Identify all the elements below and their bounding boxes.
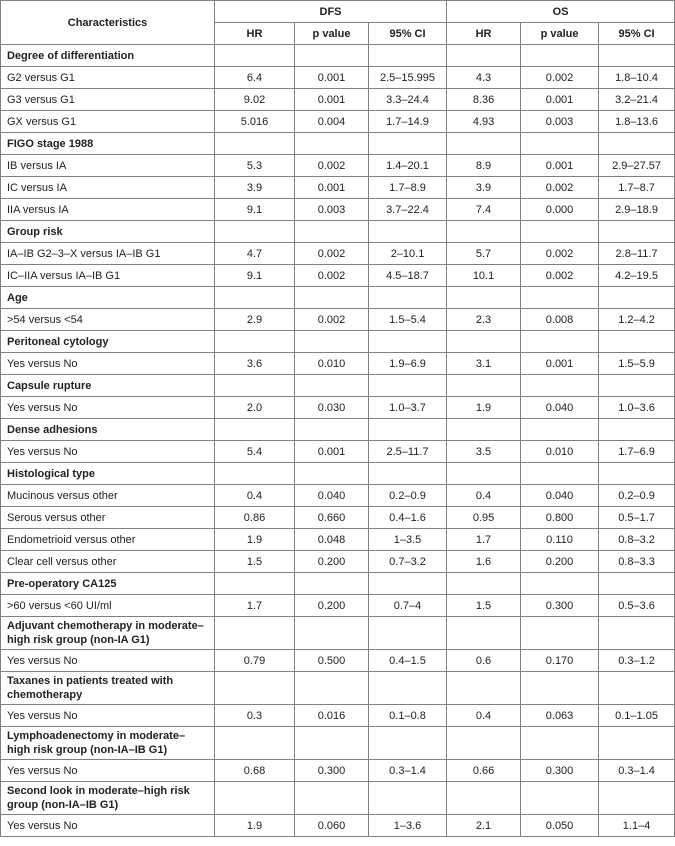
empty-cell	[521, 463, 599, 485]
section-row	[1, 573, 675, 595]
row-label: Endometrioid versus other	[1, 529, 215, 551]
table-row	[1, 397, 675, 419]
os-pvalue-header: p value	[521, 23, 599, 45]
table-row	[1, 309, 675, 331]
os-hr-cell: 0.4	[447, 705, 521, 727]
os-header: OS	[447, 1, 675, 23]
dfs-pvalue-cell: 0.002	[295, 265, 369, 287]
empty-cell	[521, 573, 599, 595]
empty-cell	[369, 375, 447, 397]
os-pvalue-cell: 0.050	[521, 815, 599, 837]
dfs-pvalue-cell: 0.200	[295, 595, 369, 617]
os-pvalue-cell: 0.300	[521, 760, 599, 782]
characteristics-header: Characteristics	[1, 1, 215, 45]
dfs-pvalue-cell: 0.010	[295, 353, 369, 375]
dfs-hr-cell: 0.4	[215, 485, 295, 507]
empty-cell	[521, 133, 599, 155]
empty-cell	[215, 221, 295, 243]
empty-cell	[447, 221, 521, 243]
os-hr-cell: 0.95	[447, 507, 521, 529]
table-row	[1, 815, 675, 837]
section-row	[1, 782, 675, 815]
os-hr-cell: 2.1	[447, 815, 521, 837]
os-hr-cell: 1.5	[447, 595, 521, 617]
section-row	[1, 133, 675, 155]
section-heading: Degree of differentiation	[1, 45, 215, 67]
empty-cell	[447, 727, 521, 760]
dfs-hr-cell: 6.4	[215, 67, 295, 89]
empty-cell	[447, 617, 521, 650]
empty-cell	[369, 617, 447, 650]
section-row	[1, 45, 675, 67]
section-row	[1, 617, 675, 650]
dfs-hr-cell: 2.9	[215, 309, 295, 331]
dfs-hr-cell: 0.86	[215, 507, 295, 529]
os-pvalue-cell: 0.002	[521, 177, 599, 199]
empty-cell	[295, 419, 369, 441]
empty-cell	[447, 287, 521, 309]
empty-cell	[215, 287, 295, 309]
empty-cell	[599, 45, 675, 67]
empty-cell	[295, 617, 369, 650]
empty-cell	[295, 221, 369, 243]
table-row	[1, 441, 675, 463]
os-hr-cell: 0.6	[447, 650, 521, 672]
row-label: G3 versus G1	[1, 89, 215, 111]
dfs-pvalue-cell: 0.040	[295, 485, 369, 507]
empty-cell	[521, 375, 599, 397]
row-label: Yes versus No	[1, 353, 215, 375]
empty-cell	[369, 672, 447, 705]
empty-cell	[599, 221, 675, 243]
os-pvalue-cell: 0.001	[521, 155, 599, 177]
section-heading: Lymphoadenectomy in moderate–high risk group (non-IA–IB G1)	[1, 727, 215, 760]
empty-cell	[599, 331, 675, 353]
empty-cell	[447, 45, 521, 67]
row-label: Yes versus No	[1, 650, 215, 672]
dfs-hr-cell: 0.68	[215, 760, 295, 782]
table-row	[1, 595, 675, 617]
table-row	[1, 155, 675, 177]
section-row	[1, 375, 675, 397]
empty-cell	[521, 221, 599, 243]
section-row	[1, 727, 675, 760]
section-heading: FIGO stage 1988	[1, 133, 215, 155]
os-pvalue-cell: 0.003	[521, 111, 599, 133]
empty-cell	[521, 617, 599, 650]
dfs-pvalue-cell: 0.001	[295, 177, 369, 199]
empty-cell	[215, 133, 295, 155]
table-row	[1, 111, 675, 133]
empty-cell	[447, 573, 521, 595]
dfs-ci-cell: 3.3–24.4	[369, 89, 447, 111]
empty-cell	[521, 672, 599, 705]
dfs-hr-cell: 9.1	[215, 265, 295, 287]
os-hr-cell: 4.93	[447, 111, 521, 133]
os-ci-cell: 0.5–3.6	[599, 595, 675, 617]
os-pvalue-cell: 0.001	[521, 353, 599, 375]
table-row	[1, 760, 675, 782]
empty-cell	[599, 617, 675, 650]
row-label: >54 versus <54	[1, 309, 215, 331]
table-row	[1, 485, 675, 507]
empty-cell	[295, 463, 369, 485]
dfs-hr-cell: 5.016	[215, 111, 295, 133]
section-row	[1, 672, 675, 705]
dfs-hr-cell: 2.0	[215, 397, 295, 419]
dfs-ci-cell: 1.5–5.4	[369, 309, 447, 331]
dfs-pvalue-cell: 0.001	[295, 441, 369, 463]
dfs-ci-cell: 2.5–15.995	[369, 67, 447, 89]
empty-cell	[295, 782, 369, 815]
empty-cell	[215, 782, 295, 815]
os-hr-cell: 3.9	[447, 177, 521, 199]
empty-cell	[521, 331, 599, 353]
empty-cell	[369, 331, 447, 353]
os-pvalue-cell: 0.300	[521, 595, 599, 617]
section-row	[1, 463, 675, 485]
os-hr-cell: 3.1	[447, 353, 521, 375]
row-label: IC–IIA versus IA–IB G1	[1, 265, 215, 287]
row-label: IIA versus IA	[1, 199, 215, 221]
dfs-pvalue-cell: 0.016	[295, 705, 369, 727]
row-label: IB versus IA	[1, 155, 215, 177]
os-ci-cell: 1.2–4.2	[599, 309, 675, 331]
dfs-ci-cell: 1.7–14.9	[369, 111, 447, 133]
section-row	[1, 221, 675, 243]
os-hr-cell: 0.4	[447, 485, 521, 507]
table-row	[1, 89, 675, 111]
empty-cell	[599, 782, 675, 815]
empty-cell	[295, 331, 369, 353]
dfs-pvalue-cell: 0.002	[295, 309, 369, 331]
dfs-hr-cell: 1.9	[215, 529, 295, 551]
dfs-hr-cell: 9.02	[215, 89, 295, 111]
empty-cell	[295, 727, 369, 760]
dfs-ci-cell: 0.4–1.6	[369, 507, 447, 529]
os-hr-cell: 7.4	[447, 199, 521, 221]
empty-cell	[295, 133, 369, 155]
os-hr-cell: 4.3	[447, 67, 521, 89]
dfs-hr-cell: 5.4	[215, 441, 295, 463]
empty-cell	[215, 45, 295, 67]
os-hr-cell: 0.66	[447, 760, 521, 782]
empty-cell	[521, 287, 599, 309]
row-label: Mucinous versus other	[1, 485, 215, 507]
os-ci-cell: 1.7–8.7	[599, 177, 675, 199]
empty-cell	[215, 331, 295, 353]
dfs-ci-cell: 2.5–11.7	[369, 441, 447, 463]
row-label: Serous versus other	[1, 507, 215, 529]
table-row	[1, 199, 675, 221]
dfs-pvalue-cell: 0.030	[295, 397, 369, 419]
os-hr-cell: 1.9	[447, 397, 521, 419]
dfs-ci-cell: 0.4–1.5	[369, 650, 447, 672]
empty-cell	[295, 672, 369, 705]
row-label: >60 versus <60 UI/ml	[1, 595, 215, 617]
empty-cell	[599, 133, 675, 155]
table-row	[1, 507, 675, 529]
dfs-hr-cell: 3.9	[215, 177, 295, 199]
os-hr-cell: 3.5	[447, 441, 521, 463]
dfs-pvalue-cell: 0.004	[295, 111, 369, 133]
section-heading: Age	[1, 287, 215, 309]
dfs-hr-cell: 1.9	[215, 815, 295, 837]
empty-cell	[215, 573, 295, 595]
dfs-hr-cell: 3.6	[215, 353, 295, 375]
dfs-hr-cell: 0.3	[215, 705, 295, 727]
empty-cell	[369, 133, 447, 155]
dfs-pvalue-cell: 0.048	[295, 529, 369, 551]
empty-cell	[521, 419, 599, 441]
os-ci-header: 95% CI	[599, 23, 675, 45]
os-ci-cell: 1.8–10.4	[599, 67, 675, 89]
empty-cell	[447, 672, 521, 705]
table-row	[1, 243, 675, 265]
empty-cell	[295, 375, 369, 397]
os-pvalue-cell: 0.040	[521, 485, 599, 507]
os-pvalue-cell: 0.001	[521, 89, 599, 111]
os-ci-cell: 0.2–0.9	[599, 485, 675, 507]
table-body	[1, 45, 675, 837]
os-ci-cell: 2.9–18.9	[599, 199, 675, 221]
dfs-pvalue-cell: 0.500	[295, 650, 369, 672]
empty-cell	[599, 287, 675, 309]
section-heading: Peritoneal cytology	[1, 331, 215, 353]
empty-cell	[295, 573, 369, 595]
os-ci-cell: 2.9–27.57	[599, 155, 675, 177]
os-ci-cell: 0.3–1.4	[599, 760, 675, 782]
section-row	[1, 287, 675, 309]
os-hr-cell: 5.7	[447, 243, 521, 265]
section-row	[1, 419, 675, 441]
os-pvalue-cell: 0.063	[521, 705, 599, 727]
os-ci-cell: 4.2–19.5	[599, 265, 675, 287]
empty-cell	[599, 573, 675, 595]
empty-cell	[369, 287, 447, 309]
empty-cell	[369, 463, 447, 485]
os-pvalue-cell: 0.800	[521, 507, 599, 529]
dfs-pvalue-cell: 0.060	[295, 815, 369, 837]
os-ci-cell: 1.0–3.6	[599, 397, 675, 419]
os-pvalue-cell: 0.002	[521, 67, 599, 89]
dfs-pvalue-cell: 0.002	[295, 243, 369, 265]
os-ci-cell: 1.1–4	[599, 815, 675, 837]
dfs-hr-cell: 1.5	[215, 551, 295, 573]
os-hr-cell: 2.3	[447, 309, 521, 331]
empty-cell	[599, 463, 675, 485]
os-pvalue-cell: 0.000	[521, 199, 599, 221]
empty-cell	[521, 727, 599, 760]
os-hr-cell: 1.6	[447, 551, 521, 573]
dfs-hr-cell: 1.7	[215, 595, 295, 617]
empty-cell	[369, 221, 447, 243]
empty-cell	[599, 672, 675, 705]
empty-cell	[447, 133, 521, 155]
empty-cell	[215, 727, 295, 760]
table-row	[1, 177, 675, 199]
os-pvalue-cell: 0.040	[521, 397, 599, 419]
row-label: Yes versus No	[1, 441, 215, 463]
table-row	[1, 529, 675, 551]
os-ci-cell: 1.5–5.9	[599, 353, 675, 375]
os-pvalue-cell: 0.002	[521, 265, 599, 287]
dfs-ci-cell: 1.7–8.9	[369, 177, 447, 199]
os-pvalue-cell: 0.200	[521, 551, 599, 573]
table-row	[1, 705, 675, 727]
dfs-ci-cell: 0.7–3.2	[369, 551, 447, 573]
section-heading: Taxanes in patients treated with chemotherapy	[1, 672, 215, 705]
table-row	[1, 353, 675, 375]
dfs-ci-cell: 1–3.6	[369, 815, 447, 837]
empty-cell	[599, 375, 675, 397]
empty-cell	[295, 287, 369, 309]
dfs-pvalue-cell: 0.001	[295, 67, 369, 89]
empty-cell	[599, 727, 675, 760]
section-heading: Dense adhesions	[1, 419, 215, 441]
dfs-pvalue-header: p value	[295, 23, 369, 45]
row-label: Yes versus No	[1, 760, 215, 782]
dfs-ci-cell: 1.0–3.7	[369, 397, 447, 419]
empty-cell	[447, 463, 521, 485]
section-heading: Adjuvant chemotherapy in moderate–high risk group (non-IA G1)	[1, 617, 215, 650]
dfs-ci-cell: 1–3.5	[369, 529, 447, 551]
empty-cell	[215, 617, 295, 650]
os-ci-cell: 1.8–13.6	[599, 111, 675, 133]
os-ci-cell: 2.8–11.7	[599, 243, 675, 265]
empty-cell	[447, 419, 521, 441]
os-hr-cell: 1.7	[447, 529, 521, 551]
dfs-ci-cell: 0.1–0.8	[369, 705, 447, 727]
empty-cell	[521, 45, 599, 67]
table-row	[1, 265, 675, 287]
os-hr-cell: 10.1	[447, 265, 521, 287]
section-heading: Pre-operatory CA125	[1, 573, 215, 595]
os-pvalue-cell: 0.010	[521, 441, 599, 463]
empty-cell	[369, 727, 447, 760]
dfs-hr-cell: 5.3	[215, 155, 295, 177]
os-hr-cell: 8.9	[447, 155, 521, 177]
table-row	[1, 67, 675, 89]
dfs-pvalue-cell: 0.003	[295, 199, 369, 221]
os-pvalue-cell: 0.170	[521, 650, 599, 672]
empty-cell	[295, 45, 369, 67]
dfs-hr-header: HR	[215, 23, 295, 45]
row-label: Clear cell versus other	[1, 551, 215, 573]
empty-cell	[215, 672, 295, 705]
dfs-pvalue-cell: 0.001	[295, 89, 369, 111]
empty-cell	[447, 375, 521, 397]
row-label: IA–IB G2–3–X versus IA–IB G1	[1, 243, 215, 265]
os-pvalue-cell: 0.002	[521, 243, 599, 265]
row-label: IC versus IA	[1, 177, 215, 199]
empty-cell	[599, 419, 675, 441]
os-hr-cell: 8.36	[447, 89, 521, 111]
os-pvalue-cell: 0.110	[521, 529, 599, 551]
dfs-ci-cell: 4.5–18.7	[369, 265, 447, 287]
row-label: G2 versus G1	[1, 67, 215, 89]
dfs-ci-header: 95% CI	[369, 23, 447, 45]
dfs-pvalue-cell: 0.300	[295, 760, 369, 782]
row-label: Yes versus No	[1, 397, 215, 419]
dfs-pvalue-cell: 0.660	[295, 507, 369, 529]
os-ci-cell: 1.7–6.9	[599, 441, 675, 463]
table-row	[1, 551, 675, 573]
empty-cell	[521, 782, 599, 815]
dfs-ci-cell: 0.7–4	[369, 595, 447, 617]
section-heading: Second look in moderate–high risk group (non-IA–IB G1)	[1, 782, 215, 815]
empty-cell	[369, 573, 447, 595]
empty-cell	[369, 782, 447, 815]
section-row	[1, 331, 675, 353]
table-header	[1, 1, 675, 45]
os-ci-cell: 0.8–3.2	[599, 529, 675, 551]
dfs-pvalue-cell: 0.002	[295, 155, 369, 177]
dfs-ci-cell: 0.2–0.9	[369, 485, 447, 507]
empty-cell	[369, 419, 447, 441]
os-ci-cell: 3.2–21.4	[599, 89, 675, 111]
section-heading: Histological type	[1, 463, 215, 485]
os-ci-cell: 0.1–1.05	[599, 705, 675, 727]
dfs-ci-cell: 1.4–20.1	[369, 155, 447, 177]
dfs-ci-cell: 3.7–22.4	[369, 199, 447, 221]
empty-cell	[447, 782, 521, 815]
os-ci-cell: 0.5–1.7	[599, 507, 675, 529]
empty-cell	[215, 375, 295, 397]
dfs-ci-cell: 1.9–6.9	[369, 353, 447, 375]
empty-cell	[215, 419, 295, 441]
dfs-hr-cell: 9.1	[215, 199, 295, 221]
dfs-header: DFS	[215, 1, 447, 23]
dfs-ci-cell: 0.3–1.4	[369, 760, 447, 782]
table-row	[1, 650, 675, 672]
empty-cell	[369, 45, 447, 67]
section-heading: Capsule rupture	[1, 375, 215, 397]
os-ci-cell: 0.3–1.2	[599, 650, 675, 672]
empty-cell	[447, 331, 521, 353]
dfs-ci-cell: 2–10.1	[369, 243, 447, 265]
row-label: Yes versus No	[1, 705, 215, 727]
row-label: Yes versus No	[1, 815, 215, 837]
empty-cell	[215, 463, 295, 485]
dfs-pvalue-cell: 0.200	[295, 551, 369, 573]
os-pvalue-cell: 0.008	[521, 309, 599, 331]
os-hr-header: HR	[447, 23, 521, 45]
row-label: GX versus G1	[1, 111, 215, 133]
os-ci-cell: 0.8–3.3	[599, 551, 675, 573]
dfs-hr-cell: 0.79	[215, 650, 295, 672]
dfs-hr-cell: 4.7	[215, 243, 295, 265]
section-heading: Group risk	[1, 221, 215, 243]
